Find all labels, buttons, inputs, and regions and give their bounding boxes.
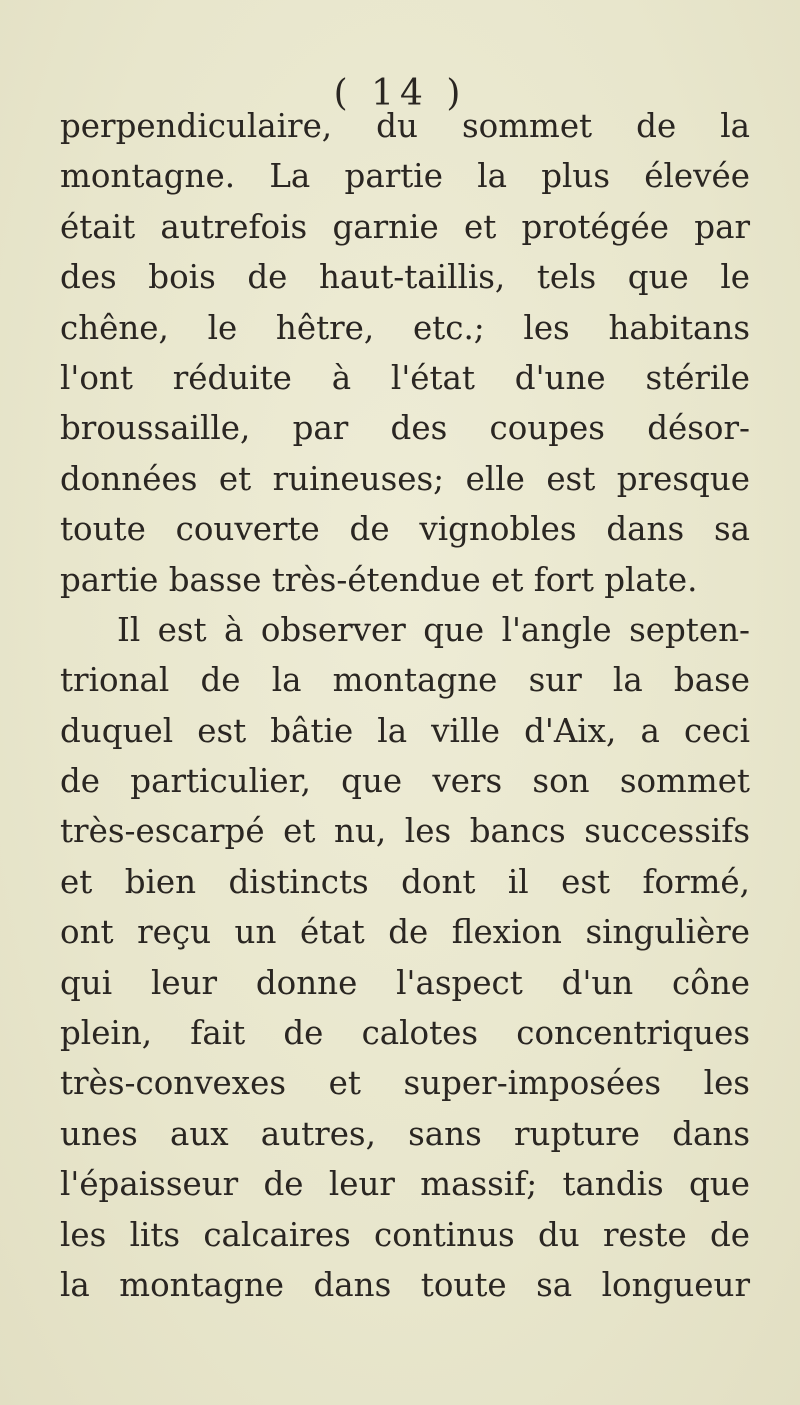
text-line: très-convexes et super-imposées les xyxy=(60,1064,750,1103)
text-line: des bois de haut-taillis, tels que le xyxy=(60,258,750,297)
text-line: l'ont réduite à l'état d'une stérile xyxy=(60,358,750,397)
text-line: de particulier, que vers son sommet xyxy=(60,762,750,801)
body-text xyxy=(60,101,750,1310)
text-line: données et ruineuses; elle est presque xyxy=(60,459,750,498)
text-line: la montagne dans toute sa longueur xyxy=(60,1265,750,1304)
text-line: était autrefois garnie et protégée par xyxy=(60,207,750,246)
text-line: qui leur donne l'aspect d'un cône xyxy=(60,963,750,1002)
text-line: broussaille, par des coupes désor- xyxy=(60,409,750,448)
text-line: l'épaisseur de leur massif; tandis que xyxy=(60,1165,750,1204)
text-line: unes aux autres, sans rupture dans xyxy=(60,1114,750,1153)
text-line: ont reçu un état de flexion singulière xyxy=(60,913,750,952)
text-line: toute couverte de vignobles dans sa xyxy=(60,510,750,549)
text-line: plein, fait de calotes concentriques xyxy=(60,1014,750,1053)
text-line: très-escarpé et nu, les bancs successifs xyxy=(60,812,750,851)
text-line: partie basse très-étendue et fort plate. xyxy=(60,560,698,599)
text-line: trional de la montagne sur la base xyxy=(60,661,750,700)
text-line: montagne. La partie la plus élevée xyxy=(60,157,750,196)
text-line: perpendiculaire, du sommet de la xyxy=(60,107,750,145)
text-line: les lits calcaires continus du reste de xyxy=(60,1215,750,1254)
text-line: duquel est bâtie la ville d'Aix, a ceci xyxy=(60,711,750,750)
text-line: et bien distincts dont il est formé, xyxy=(60,862,750,901)
text-line: Il est à observer que l'angle septen- xyxy=(117,610,750,649)
text-line: chêne, le hêtre, etc.; les habitans xyxy=(60,308,750,347)
page-number: ( 14 ) xyxy=(333,73,467,114)
